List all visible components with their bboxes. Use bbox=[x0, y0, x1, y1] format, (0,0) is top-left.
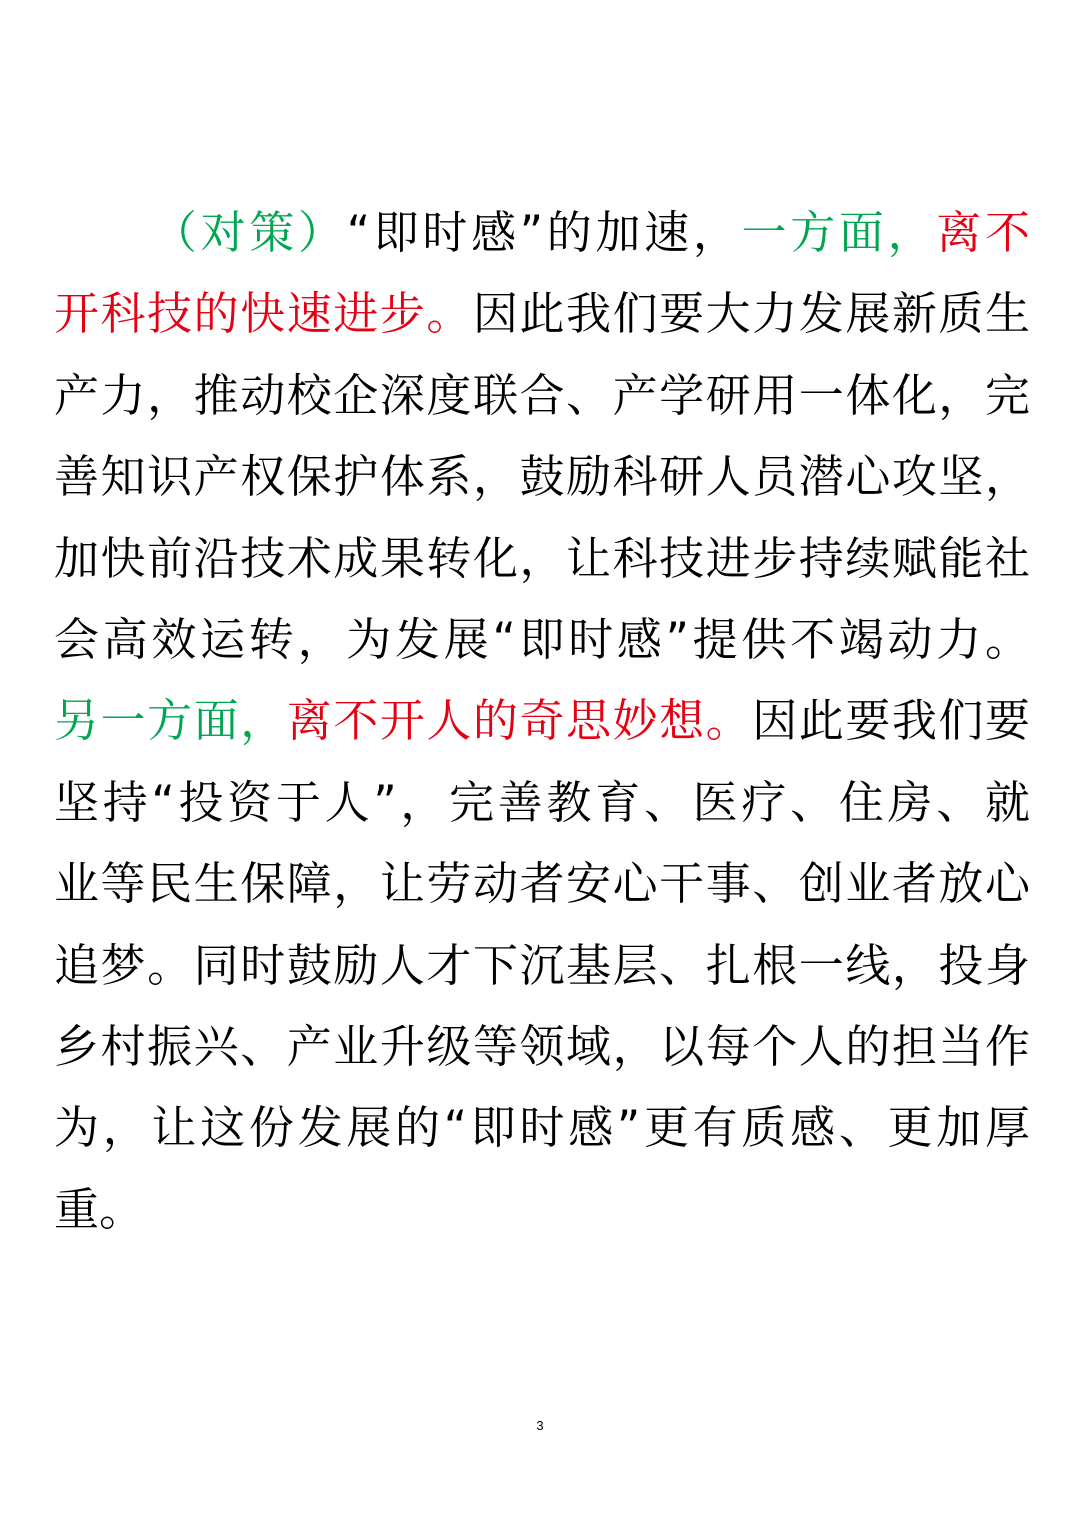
text-run: 业等民生保障，让劳动者安心干事、创业者放心 bbox=[54, 857, 1030, 911]
body-paragraph bbox=[54, 192, 1030, 1250]
paragraph-line bbox=[54, 1087, 1030, 1168]
text-run: 为，让这份发展的“即时感”更有质感、更加厚 bbox=[54, 1101, 1030, 1155]
paragraph-line bbox=[54, 680, 1030, 761]
page-number: 3 bbox=[536, 1418, 544, 1433]
paragraph-line bbox=[54, 273, 1030, 354]
text-run: 一方面， bbox=[741, 206, 937, 259]
text-run: 加快前沿技术成果转化，让科技进步持续赋能社 bbox=[54, 531, 1030, 585]
paragraph-line bbox=[54, 843, 1030, 924]
text-run: 因此我们要大力发展新质生 bbox=[472, 287, 1030, 341]
text-run: 离不 bbox=[936, 206, 1030, 259]
text-run: 开科技的快速进步。 bbox=[54, 287, 473, 341]
text-run: 追梦。同时鼓励人才下沉基层、扎根一线，投身 bbox=[54, 938, 1030, 992]
paragraph-line bbox=[54, 925, 1030, 1006]
paragraph-line bbox=[54, 1006, 1030, 1087]
paragraph-line bbox=[54, 599, 1030, 680]
paragraph-line bbox=[54, 436, 1030, 517]
text-run: 离不开人的奇思妙想。 bbox=[286, 694, 753, 748]
text-run: 善知识产权保护体系，鼓励科研人员潜心攻坚， bbox=[54, 450, 1030, 504]
text-run: 产力，推动校企深度联合、产学研用一体化，完 bbox=[54, 368, 1030, 422]
text-run: （对策） bbox=[152, 206, 347, 259]
paragraph-line bbox=[54, 762, 1030, 843]
paragraph-line bbox=[54, 518, 1030, 599]
text-run: 坚持“投资于人”，完善教育、医疗、住房、就 bbox=[54, 775, 1030, 829]
text-run: 会高效运转，为发展“即时感”提供不竭动力。 bbox=[54, 612, 1030, 666]
paragraph-line bbox=[54, 1169, 1030, 1250]
text-run: 因此要我们要 bbox=[752, 694, 1030, 748]
text-run: 乡村振兴、产业升级等领域，以每个人的担当作 bbox=[54, 1019, 1030, 1073]
paragraph-line bbox=[54, 355, 1030, 436]
text-run: 另一方面， bbox=[54, 694, 287, 748]
text-run: 重。 bbox=[54, 1182, 145, 1236]
text-run: “即时感”的加速， bbox=[346, 206, 742, 259]
paragraph-line bbox=[54, 192, 1030, 273]
